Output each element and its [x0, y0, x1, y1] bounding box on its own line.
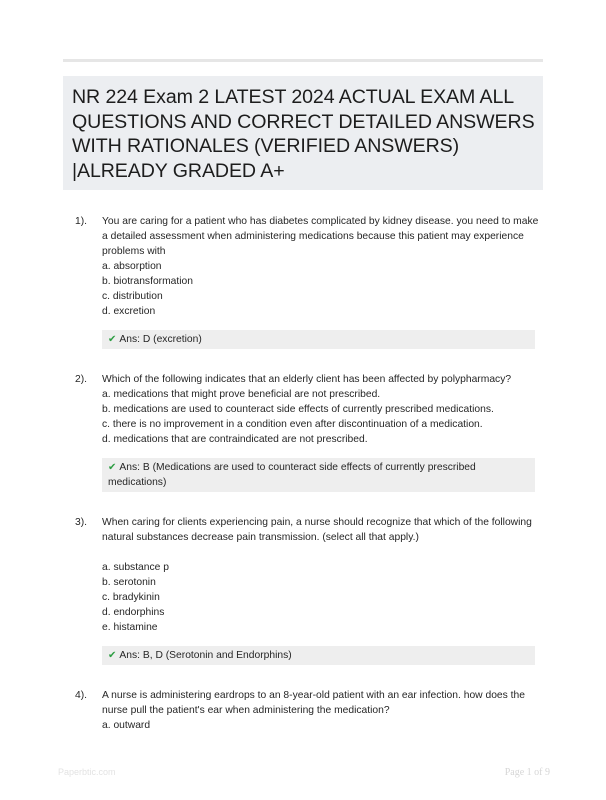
option-c: c. distribution [102, 291, 163, 302]
option-d: d. medications that are contraindicated are not prescribed. [102, 434, 368, 445]
question-stem: You are caring for a patient who has diabetes complicated by kidney disease. you need to make a detailed assessment when administering medications because this patient may experience problems with [102, 216, 539, 257]
top-divider [63, 59, 543, 62]
option-b: b. serotonin [102, 577, 156, 588]
title-banner [63, 76, 543, 190]
option-list [102, 560, 545, 635]
answer-text: Ans: B, D (Serotonin and Endorphins) [119, 650, 292, 661]
option-list [102, 387, 545, 447]
option-a: a. substance p [102, 562, 169, 573]
option-b: b. biotransformation [102, 276, 194, 287]
question-3 [75, 515, 545, 665]
option-c: c. there is no improvement in a condition even after discontinuation of a medication. [102, 419, 483, 430]
question-2 [75, 372, 545, 492]
option-a: a. absorption [102, 261, 162, 272]
answer-box [102, 646, 535, 665]
checkmark-icon: ✔ [108, 650, 117, 661]
option-list [102, 259, 545, 319]
checkmark-icon: ✔ [108, 462, 117, 473]
option-c: c. bradykinin [102, 592, 160, 603]
footer-watermark: Paperbtic.com [58, 767, 116, 777]
option-d: d. endorphins [102, 607, 165, 618]
question-stem: Which of the following indicates that an elderly client has been affected by polypharmacy? [102, 374, 512, 385]
page-number: Page 1 of 9 [504, 767, 550, 778]
option-a: a. medications that might prove beneficial are not prescribed. [102, 389, 381, 400]
checkmark-icon: ✔ [108, 334, 117, 345]
question-number: 2). [75, 374, 88, 385]
option-a: a. outward [102, 720, 151, 731]
option-e: e. histamine [102, 622, 158, 633]
question-4 [75, 688, 545, 733]
answer-text: Ans: D (excretion) [119, 334, 202, 345]
answer-box [102, 330, 535, 349]
answer-text: Ans: B (Medications are used to counteract side effects of currently prescribed medications) [108, 462, 476, 488]
answer-box [102, 458, 535, 492]
option-b: b. medications are used to counteract side effects of currently prescribed medications. [102, 404, 494, 415]
question-number: 4). [75, 690, 88, 701]
option-list [102, 718, 545, 733]
question-stem: When caring for clients experiencing pain, a nurse should recognize that which of the following natural substances decrease pain transmission. (select all that apply.) [102, 517, 532, 543]
document-title: NR 224 Exam 2 LATEST 2024 ACTUAL EXAM ALL QUESTIONS AND CORRECT DETAILED ANSWERS WITH RATIONALES (VERIFIED ANSWERS) |ALREADY GRADED A+ [72, 86, 535, 182]
question-number: 1). [75, 216, 88, 227]
question-1 [75, 214, 545, 349]
option-d: d. excretion [102, 306, 156, 317]
question-stem: A nurse is administering eardrops to an 8-year-old patient with an ear infection. how does the nurse pull the patient's ear when administering the medication? [102, 690, 525, 716]
question-number: 3). [75, 517, 88, 528]
